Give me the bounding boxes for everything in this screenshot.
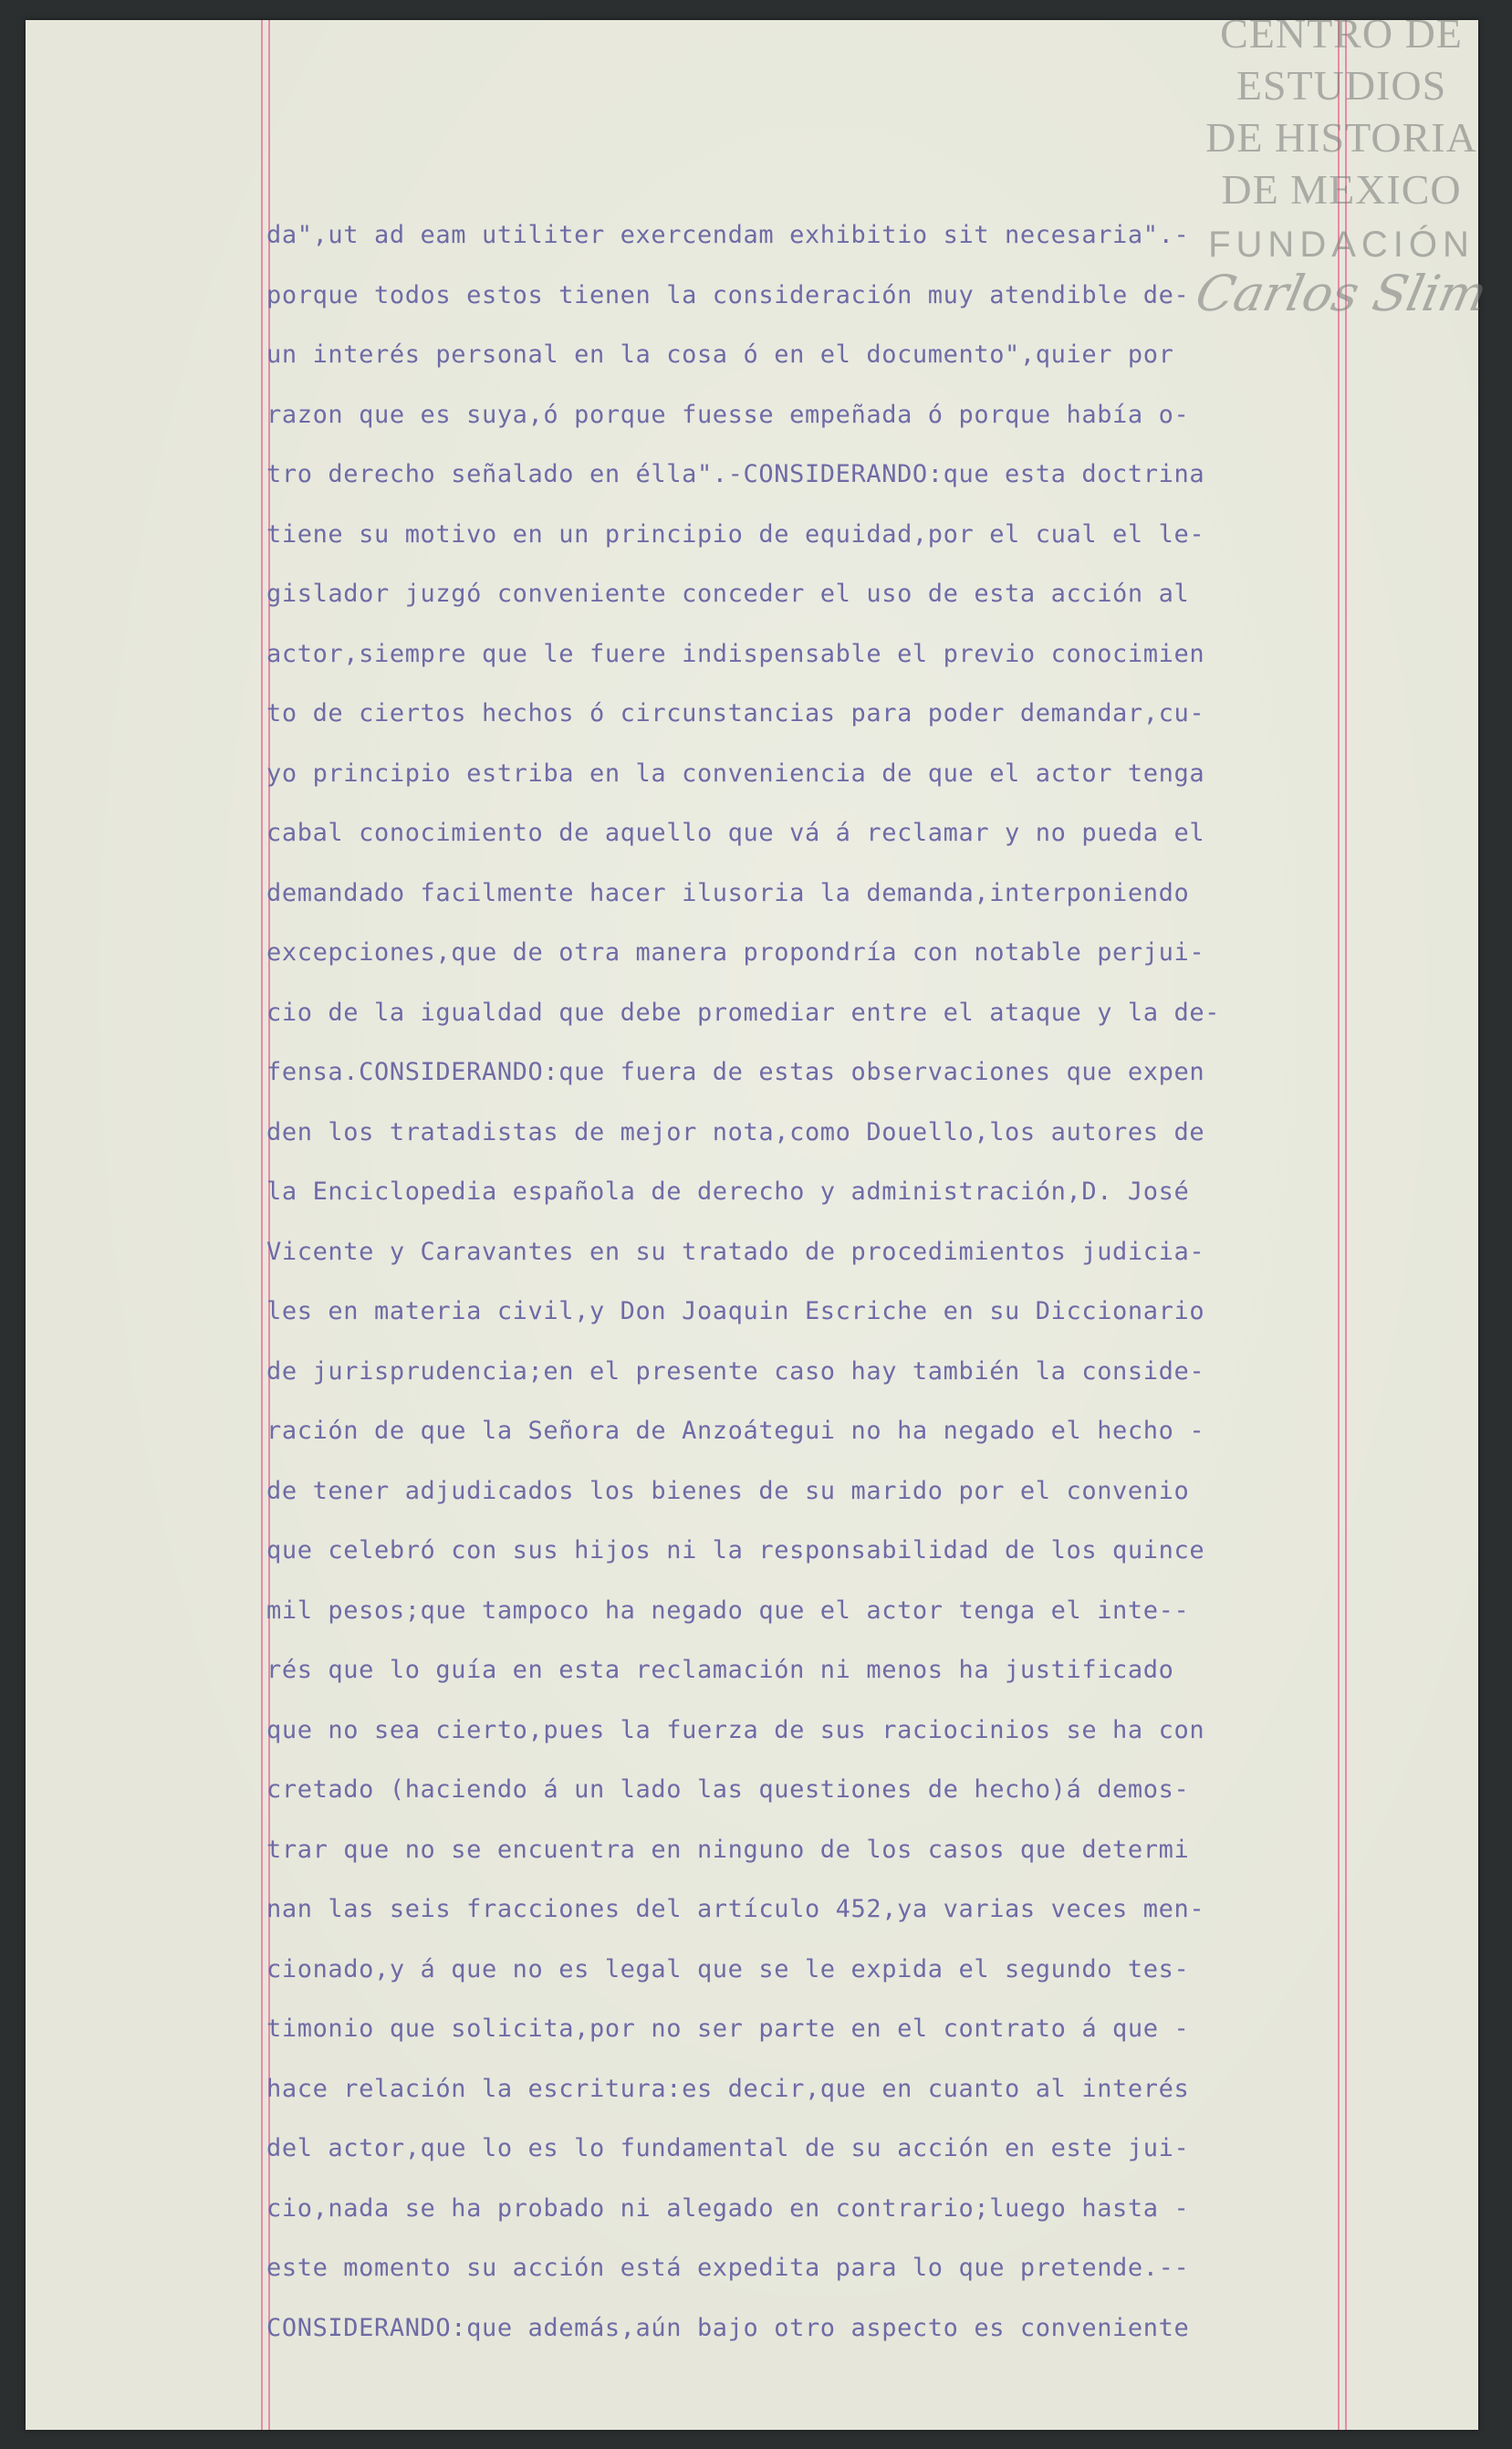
watermark-signature: Carlos Slim	[1190, 265, 1493, 322]
text-line: hace relación la escritura:es decir,que en cuanto al interés	[266, 2074, 1190, 2103]
text-line: rés que lo guía en esta reclamación ni menos ha justificado	[266, 1656, 1174, 1684]
watermark-line: DE HISTORIA	[1205, 114, 1477, 161]
text-line: nan las seis fracciones del artículo 452,ya varias veces men-	[266, 1895, 1205, 1923]
text-line: ración de que la Señora de Anzoátegui no ha negado el hecho -	[266, 1417, 1205, 1445]
text-line: excepciones,que de otra manera propondría con notable perjui-	[266, 938, 1205, 967]
text-line: tro derecho señalado en élla".-CONSIDERANDO:que esta doctrina	[266, 460, 1205, 488]
text-line: da",ut ad eam utiliter exercendam exhibitio sit necesaria".-	[266, 221, 1190, 249]
text-line: de tener adjudicados los bienes de su marido por el convenio	[266, 1476, 1190, 1505]
text-line: de jurisprudencia;en el presente caso hay también la conside-	[266, 1356, 1205, 1386]
text-line: cretado (haciendo á un lado las questiones de hecho)á demos-	[266, 1775, 1190, 1804]
text-line: la Enciclopedia española de derecho y administración,D. José	[266, 1177, 1190, 1206]
text-line: Vicente y Caravantes en su tratado de procedimientos judicia-	[266, 1237, 1205, 1266]
text-line: actor,siempre que le fuere indispensable el previo conocimien	[266, 639, 1205, 668]
text-line: gislador juzgó conveniente conceder el uso de esta acción al	[266, 580, 1190, 608]
text-line: trar que no se encuentra en ninguno de los casos que determi	[266, 1835, 1190, 1864]
text-line: que celebró con sus hijos ni la responsabilidad de los quince	[266, 1536, 1205, 1565]
text-line: fensa.CONSIDERANDO:que fuera de estas observaciones que expen	[266, 1058, 1205, 1086]
text-line: que no sea cierto,pues la fuerza de sus raciocinios se ha con	[266, 1715, 1205, 1744]
text-line: to de ciertos hechos ó circunstancias para poder demandar,cu-	[266, 699, 1205, 727]
left-margin-line	[261, 20, 263, 2430]
text-line: den los tratadistas de mejor nota,como Douello,los autores de	[266, 1117, 1205, 1146]
text-line: timonio que solicita,por no ser parte en el contrato á que -	[266, 2015, 1190, 2043]
text-line: porque todos estos tienen la consideración muy atendible de-	[266, 280, 1190, 309]
text-line: yo principio estriba en la conveniencia de que el actor tenga	[266, 759, 1205, 788]
text-line: cio de la igualdad que debe promediar entre el ataque y la de-	[266, 998, 1221, 1027]
text-line: demandado facilmente hacer ilusoria la demanda,interponiendo	[266, 878, 1190, 907]
text-line: tiene su motivo en un principio de equidad,por el cual el le-	[266, 519, 1205, 549]
watermark-foundation: FUNDACIÓN	[1208, 225, 1475, 265]
watermark-line: DE MEXICO	[1221, 166, 1462, 213]
text-line: cio,nada se ha probado ni alegado en contrario;luego hasta -	[266, 2193, 1190, 2223]
text-line: un interés personal en la cosa ó en el documento",quier por	[266, 340, 1174, 369]
text-line: del actor,que lo es lo fundamental de su acción en este jui-	[266, 2134, 1190, 2162]
text-line: cabal conocimiento de aquello que vá á reclamar y no pueda el	[266, 819, 1205, 847]
text-line: este momento su acción está expedita para lo que pretende.--	[266, 2254, 1190, 2282]
watermark-line: ESTUDIOS	[1236, 62, 1447, 109]
text-line: mil pesos;que tampoco ha negado que el actor tenga el inte--	[266, 1596, 1190, 1625]
watermark-line: CENTRO DE	[1220, 10, 1463, 57]
text-line: les en materia civil,y Don Joaquin Escriche en su Diccionario	[266, 1297, 1205, 1325]
typed-text-body	[266, 205, 1361, 2358]
text-line: razon que es suya,ó porque fuesse empeñada ó porque había o-	[266, 400, 1190, 429]
text-line: CONSIDERANDO:que además,aún bajo otro aspecto es conveniente	[266, 2313, 1190, 2342]
text-line: cionado,y á que no es legal que se le expida el segundo tes-	[266, 1954, 1190, 1983]
